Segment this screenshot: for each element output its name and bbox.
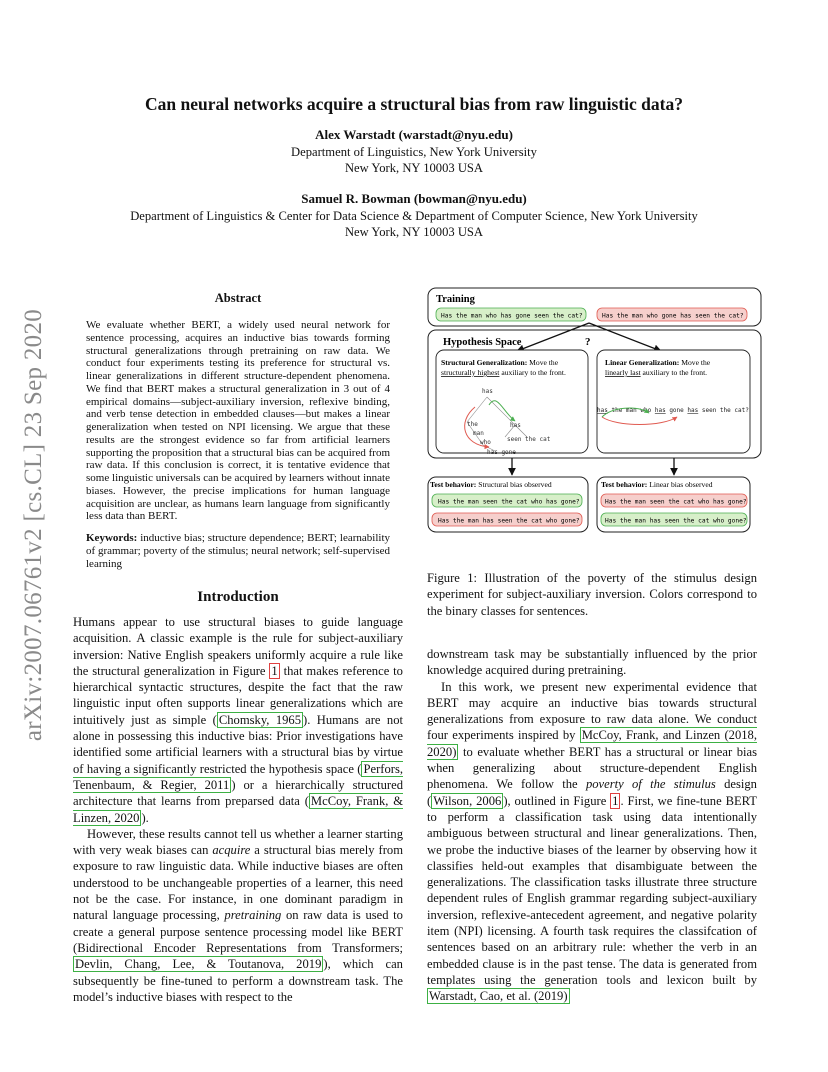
author-2-name: Samuel R. Bowman (bowman@nyu.edu) (301, 191, 527, 206)
text-run: on raw data is used to create a general purpose sentence processing model like BERT (Bidirectional Encoder Representations from Transformers; (73, 908, 403, 955)
left-column-body (73, 614, 403, 1005)
right-paragraph-2 (427, 679, 757, 1005)
keywords (86, 532, 390, 570)
intro-paragraph-1 (73, 614, 403, 826)
keywords-label: Keywords: (86, 532, 138, 544)
structural-generalization-text: Structural Generalization: Move the (441, 358, 559, 367)
tree-node: who (480, 439, 491, 446)
figure-1-caption: Figure 1: Illustration of the poverty of the stimulus design experiment for subject-auxiliary inversion. Colors correspond to the binary classes for sentences. (427, 571, 757, 618)
test-linear-red-sentence: Has the man seen the cat who has gone? (605, 498, 747, 506)
author-1-name: Alex Warstadt (warstadt@nyu.edu) (315, 127, 513, 142)
text-run: ). Humans are not alone in possessing this inductive bias: Prior investigations have identified some artificial learners with a structural bias by virtue of having a significantly restricted the hypothesis space ( (73, 712, 404, 776)
text-run: a structural bias merely from exposure to raw linguistic data. While inductive biases are often understood to be unchangeable properties of a learner, this need not be the case. For instance, in one dominant paradigm in natural language processing, (73, 843, 403, 923)
author-2 (0, 191, 828, 241)
tree-node: has (482, 388, 493, 395)
test-linear-label: Test behavior: Linear bias observed (601, 480, 713, 489)
emphasis: pretraining (224, 908, 282, 923)
text-run: ), outlined in Figure (503, 793, 611, 808)
tree-node: has (510, 422, 521, 429)
text-run: ) or a hierarchically structured architecture that learns from preparsed data ( (73, 777, 403, 809)
author-1-affiliation: Department of Linguistics, New York University (291, 144, 537, 159)
test-structural-green-sentence: Has the man seen the cat who has gone? (438, 498, 580, 506)
citation-link[interactable]: Chomsky, 1965 (218, 712, 302, 727)
abstract-heading: Abstract (214, 291, 262, 305)
author-2-affiliation: Department of Linguistics & Center for Data Science & Department of Computer Science, New York University (130, 208, 698, 223)
emphasis: poverty of the stimulus (585, 777, 716, 792)
training-label: Training (436, 294, 475, 305)
citation-link[interactable]: McCoy, Frank, & Linzen, 2020 (73, 794, 404, 825)
figure-ref-link[interactable]: 1 (271, 663, 278, 678)
citation-link[interactable]: Wilson, 2006 (433, 793, 502, 808)
right-column-body (427, 646, 757, 1005)
citation-link[interactable]: Perfors, Tenenbaum, & Regier, 2011 (73, 761, 403, 792)
arxiv-identifier (16, 290, 52, 760)
text-run: to evaluate whether BERT has a structural or linear bias when generalizing about structure-dependent English phenomena. We follow the (427, 744, 757, 792)
abstract-text: We evaluate whether BERT, a widely used neural network for sentence processing, acquires an inductive bias towards forming structural generalizations through pretraining on raw data. We conduct four experiments testing its preference for structural vs. linear generalizations in different structure-dependent phenomena. We find that BERT makes a structural generalization in 3 out of 4 empirical domains—subject-auxiliary inversion, reflexive binding, and verb tense detection in embedded clauses—but makes a linear generalization when tested on NPI licensing. We argue that these results are the strongest evidence so far from artificial learners supporting the proposition that a structural bias can be acquired from raw data. If this conclusion is correct, it is tentative evidence that some linguistic universals can be acquired by learners without innate biases. However, the precise implications for human language acquisition are unclear, as humans learn language from significantly less data than BERT. (86, 319, 390, 523)
tree-node: has gone (487, 449, 516, 456)
hypothesis-space-label: Hypothesis Space (443, 337, 522, 348)
paper-title: Can neural networks acquire a structural bias from raw linguistic data? (145, 94, 683, 114)
figure-ref-link[interactable]: 1 (612, 793, 619, 808)
author-1 (0, 127, 828, 177)
arxiv-identifier-text: arXiv:2007.06761v2 [cs.CL] 23 Sep 2020 (20, 308, 48, 742)
keywords-text: inductive bias; structure dependence; BERT; learnability of grammar; poverty of the stimulus; neural network; self-supervised learning (86, 532, 390, 570)
citation-link[interactable]: McCoy, Frank, and Linzen (2018, 2020) (427, 728, 757, 759)
linear-generalization-text-2: linearly last auxiliary to the front. (605, 368, 708, 377)
text-run: ), which can subsequently be fine-tuned to perform a downstream task. The model’s inductive biases with respect to the (73, 957, 403, 1004)
text-run: Humans appear to use structural biases to guide language acquisition. A classic example is the rule for subject-auxiliary inversion: Native English speakers uniformly acquire a rule like the structural generalization in Figure (73, 615, 403, 678)
training-red-sentence: Has the man who gone has seen the cat? (602, 312, 744, 320)
text-run: However, these results cannot tell us whether a learner starting with very weak biases can (73, 826, 403, 858)
text-run: . First, we fine-tune BERT to perform a classification task using data intentionally ambiguous between structural and linear generalizations. Then, we probe the inductive biases of the learner by observing how it classifies held-out examples that disambiguate between the generalizations. The classification tasks illustrate three structure dependent rules of English grammar regarding subject-auxiliary inversion, reflexive-antecedent agreement, and negative polarity item (NPI) licensing. A fourth task requires the classifcation of sentences based on an arbitrary rule: whether the verb in an embedded clause is in the past tense. The data is generated from templates using the generation tools and lexicon built by (427, 793, 757, 987)
text-run: design ( (427, 777, 757, 808)
citation-link[interactable]: Devlin, Chang, Lee, & Toutanova, 2019 (75, 957, 322, 972)
introduction-heading: Introduction (197, 589, 279, 605)
citation-link[interactable]: Warstadt, Cao, et al. (2019) (429, 989, 568, 1004)
emphasis: acquire (212, 843, 251, 858)
question-mark: ? (585, 336, 591, 348)
author-1-address: New York, NY 10003 USA (344, 161, 484, 175)
figure-1-diagram (427, 287, 762, 537)
test-linear-green-sentence: Has the man has seen the cat who gone? (605, 517, 747, 525)
text-run: ). (141, 810, 149, 825)
text-run: that makes reference to hierarchical syntactic structures, despite the fact that the raw linguistic input often supports linear generalizations which are intuitively just as simple ( (73, 663, 403, 727)
training-green-sentence: Has the man who has gone seen the cat? (441, 312, 583, 320)
linear-sentence: has the man who has gone has seen the cat? (597, 407, 749, 414)
structural-generalization-text-2: structurally highest auxiliary to the front. (441, 368, 566, 377)
tree-node: man (473, 430, 484, 437)
linear-generalization-text: Linear Generalization: Move the (605, 358, 711, 367)
right-paragraph-1: downstream task may be substantially influenced by the prior knowledge acquired during pretraining. (427, 647, 757, 678)
tree-node: the (467, 421, 478, 428)
tree-node: seen the cat (507, 436, 551, 443)
text-run: In this work, we present new experimental evidence that BERT may acquire an inductive bias towards structural generalizations from exposure to raw data alone. We conduct four experiments inspired by (427, 679, 757, 743)
test-structural-red-sentence: Has the man has seen the cat who gone? (438, 517, 580, 525)
intro-paragraph-2 (73, 826, 403, 1005)
author-2-address: New York, NY 10003 USA (344, 225, 484, 239)
test-structural-label: Test behavior: Structural bias observed (430, 480, 552, 489)
